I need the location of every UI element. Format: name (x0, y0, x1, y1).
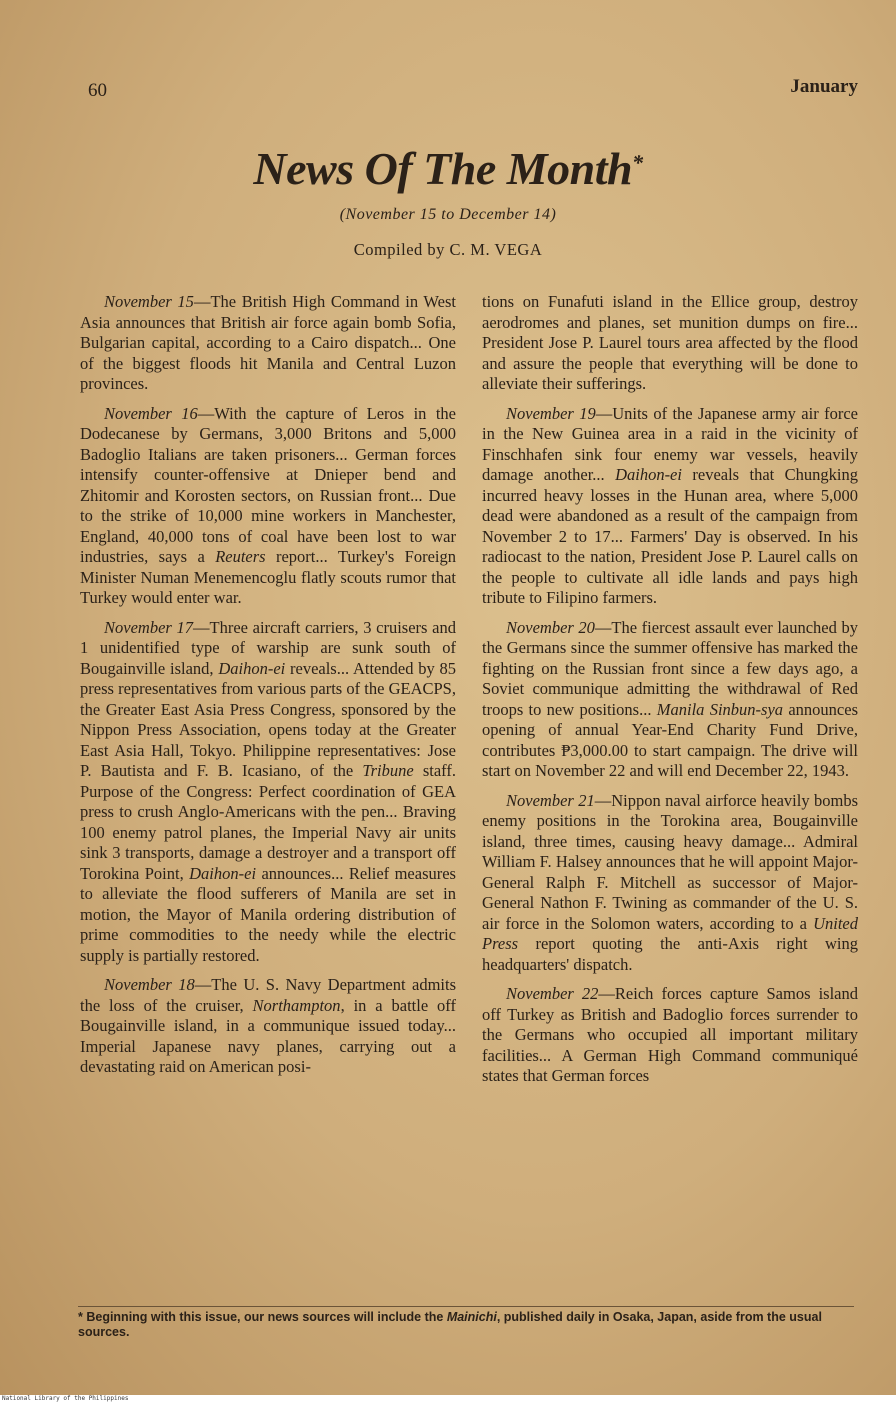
entry-november-22 (482, 984, 858, 1087)
entry-text: staff. Purpose of the Congress: Perfect coordination of GEA press to crush Anglo-Americans with the pen... Braving 100 enemy patrol planes, the Imperial Navy air units sink 3 transports, damage a destroyer and a transport off Torokina Point, (80, 761, 456, 883)
entry-text: —Nippon naval airforce heavily bombs enemy positions in the Torokina area, Bougainville island, three times, causing heavy damage... Admiral William F. Halsey announces that he will appoint Major-General Ralph F. Mitchell as successor of Major-General Nathon F. Twining as commander of the U. S. air force in the Solomon waters, according to a (482, 790, 858, 933)
entry-november-16 (80, 404, 456, 609)
source-name: Daihon-ei (615, 465, 682, 484)
entry-november-19 (482, 404, 858, 609)
source-name: Reuters (215, 547, 266, 566)
entry-date: November 15 (104, 292, 194, 311)
entry-text: —With the capture of Leros in the Dodecanese by Germans, 3,000 Britons and 5,000 Badoglio Italians are taken prisoners... German forces intensify counter-offensive at Dnieper bend and Zhitomir and Korosten sectors, on Russian front... Due to the strike of 10,000 mine workers in Manchester, England, 40,000 tons of coal have been lost to war industries, says a (80, 403, 456, 566)
right-column (482, 292, 858, 1096)
entry-november-18 (80, 975, 456, 1078)
entry-text: —The U. S. Navy Department admits the loss of the cruiser, (80, 975, 456, 1015)
byline: Compiled by C. M. VEGA (353, 240, 543, 259)
footnote-text: , published daily in Osaka, Japan, aside from the usual sources. (78, 1310, 822, 1339)
source-name: Tribune (362, 761, 414, 780)
entry-date: November 22 (506, 984, 599, 1003)
entry-text: —Units of the Japanese army air force in the New Guinea area in a raid in the vicinity of Finschhafen sink four enemy war vessels, heavily damage another... (482, 403, 858, 484)
entry-date: November 21 (506, 790, 595, 810)
left-column (80, 292, 456, 1087)
source-name: Manila Sinbun-sya (656, 699, 784, 719)
running-head: January (790, 76, 858, 97)
entry-text: report quoting the anti-Axis right wing headquarters' dispatch. (482, 934, 858, 974)
entry-text: reveals... Attended by 85 press representatives from various parts of the GEACPS, the Greater East Asia Press Congress, sponsored by the Nippon Press Association, opens today at the Greater East Asia Hall, Tokyo. Philippine representatives: Jose P. Bautista and F. B. Icasiano, of the (80, 658, 456, 780)
source-name: Daihon-ei (218, 658, 286, 678)
entry-text: tions on Funafuti island in the Ellice group, destroy aerodromes and planes, set munition dumps on fire... President Jose P. Laurel tours area affected by the flood and assure the people that everything will be done to alleviate their sufferings. (482, 292, 858, 393)
footnote-text: * Beginning with this issue, our news sources will include the (78, 1310, 447, 1324)
entry-date: November 20 (506, 617, 595, 637)
entry-date: November 19 (506, 403, 596, 423)
source-name: Mainichi (446, 1310, 497, 1324)
entry-text: —Three aircraft carriers, 3 cruisers and 1 unidentified type of warship are sunk south of Bougainville island, (80, 617, 456, 678)
entry-date: November 18 (104, 975, 195, 994)
entry-continued (482, 292, 858, 395)
entry-date: November 17 (104, 617, 193, 637)
entry-text: reveals that Chungking incurred heavy losses in the Hunan area, where 5,000 dead were abandoned as a result of the campaign from November 2 to 17... Farmers' Day is observed. In his radiocast to the nation, President Jose P. Laurel calls on the people to cultivate all idle lands and pays high tribute to Filipino farmers. (482, 465, 858, 607)
archive-strip: National Library of the Philippines (0, 1395, 896, 1403)
footnote-mark: * (632, 150, 643, 175)
entry-text: announces... Relief measures to alleviate the flood sufferers of Manila are set in motion, the Mayor of Manila ordering distribution of prime commodities to the needy while the electric supply is partially restored. (80, 863, 456, 965)
entry-text: —The British High Command in West Asia announces that British air force again bomb Sofia, Bulgarian capital, according to a Cairo dispatch... One of the biggest floods hit Manila and Central Luzon provinces. (80, 292, 456, 393)
source-name: Northampton (252, 995, 341, 1015)
entry-text: —Reich forces capture Samos island off Turkey as British and Badoglio forces surrender to the Germans who occupied all important military facilities... A German High Command communiqué states that German forces (482, 984, 858, 1085)
entry-text: report... Turkey's Foreign Minister Numan Menemencoglu flatly scouts rumor that Turkey would enter war. (80, 547, 457, 607)
entry-november-21 (482, 791, 858, 976)
entry-november-15 (80, 292, 456, 395)
entry-date: November 16 (104, 403, 198, 423)
article-title (0, 142, 896, 195)
entry-november-17 (80, 618, 456, 967)
entry-text: , in a battle off Bougainville island, in a communique issued today... Imperial Japanese navy planes, carrying out a devastating raid on American posi- (80, 995, 456, 1076)
article-title-text: News Of The Month (253, 143, 633, 194)
entry-november-20 (482, 618, 858, 782)
page-number: 60 (88, 80, 107, 101)
source-name: United Press (482, 913, 858, 953)
source-name: Daihon-ei (189, 863, 257, 883)
footnote (78, 1310, 854, 1340)
entry-text: announces opening of annual Year-End Charity Fund Drive, contributes ₱3,000.00 to start campaign. The drive will start on November 22 and will end December 22, 1943. (482, 699, 858, 780)
entry-text: —The fiercest assault ever launched by the Germans since the summer offensive has marked the fighting on the Russian front since a few days ago, a Soviet communique admitting the withdrawal of Red troops to new positions... (482, 617, 858, 719)
footnote-rule (78, 1306, 854, 1307)
date-range: (November 15 to December 14) (339, 206, 557, 223)
